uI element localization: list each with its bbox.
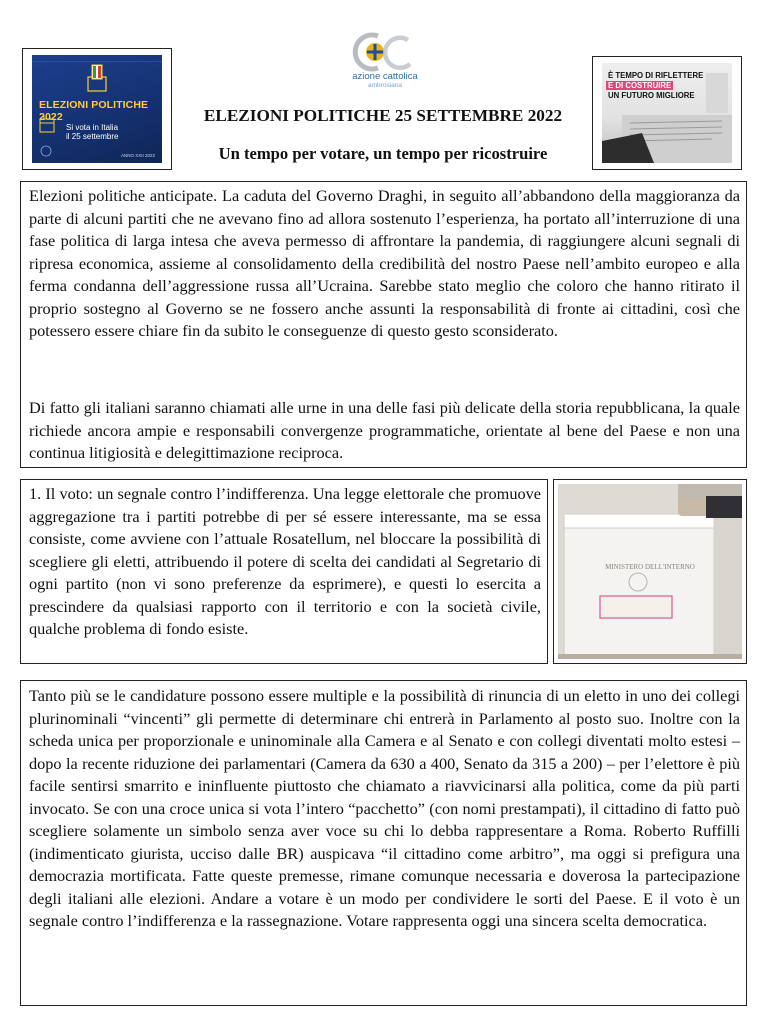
poster-date-line-2: il 25 settembre <box>66 132 119 141</box>
logo-text-line-2: ambrosiana <box>368 82 402 89</box>
ballot-box-photo-frame <box>553 479 747 664</box>
campaign-banner-frame <box>592 56 742 170</box>
page-subtitle: Un tempo per votare, un tempo per ricostruire <box>218 144 548 163</box>
analysis-section <box>20 680 747 1006</box>
intro-paragraph-2: Di fatto gli italiani saranno chiamati alle urne in una delle fasi più delicate della storia repubblicana, la quale richiede ancora ampie e responsabili convergenze programmatiche, orientate al bene del Paese e non una continua litigiosità e delegittimazione reciproca. <box>29 398 740 462</box>
analysis-paragraph: Tanto più se le candidature possono essere multiple e la possibilità di rinuncia di un eletto in uno dei collegi plurinominali “vincenti” gli permette di determinare chi entrerà in Parlamento al posto suo. Inoltre con la scheda unica per proporzionale e uninominale alla Camera e al Senato e con collegi diventati molto estesi – dopo la recente riduzione dei parlamentari (Camera da 630 a 400, Senato da 315 a 200) – per l’elettore è più facile sentirsi smarrito e ininfluente piuttosto che chiamato a riavvicinarsi alla politica, come da più parti invocato. Se con una croce unica si vota l’intero “pacchetto” (con nomi prestampati), il cittadino di fatto può scegliere solamente un simbolo senza aver voce su chi lo debba rappresentare a Roma. Roberto Ruffilli (indimenticato giurista, ucciso dalle BR) auspicava “il cittadino come arbitro”, ma oggi si prefigura una democrazia mortificata. Fatte queste premesse, rimane comunque necessaria e doverosa la partecipazione degli italiani alle elezioni. Andare a votare è un modo per condividere le sorti del Paese. E il voto è un segnale contro l’indifferenza e la rassegnazione. Votare rappresenta oggi una sincera scelta democratica. <box>29 686 740 930</box>
ballot-box-label: MINISTERO DELL'INTERNO <box>605 563 695 571</box>
banner-line-1: È TEMPO DI RIFLETTERE <box>608 71 704 80</box>
intro-paragraph-1: Elezioni politiche anticipate. La caduta del Governo Draghi, in seguito all’abbandono della maggioranza da parte di alcuni partiti che ne avevano fino ad allora sostenuto l’esperienza, ha portato all’interruzione di una fase politica di larga intesa che aveva permesso di affrontare la pandemia, di raggiungere alcuni segnali di ripresa economica, assieme al consolidamento della credibilità del nostro Paese nell’ambito europeo e alla ferma condanna dell’aggressione russa all’Ucraina. Sarebbe stato meglio che coloro che hanno ritirato il proprio sostegno al Governo se ne fossero anche assunti la responsabilità di fronte ai cittadini, così che potessero essere chiare fin da subito le conseguenze di questo gesto sconsiderato. <box>29 186 740 340</box>
banner-line-3: UN FUTURO MIGLIORE <box>608 91 695 100</box>
election-poster-frame <box>22 48 172 170</box>
logo-mark-icon <box>340 32 430 72</box>
campaign-banner-image <box>602 63 732 163</box>
vote-paragraph: 1. Il voto: un segnale contro l’indifferenza. Una legge elettorale che promuove aggregazione tra i partiti potrebbe di per sé essere interessante, ma se essa consiste, come avviene con l’attuale Rosatellum, nel bloccare la possibilità di scegliere gli eletti, attribuendo il potere di scelta dei candidati al Segretario di ogni partito (non vi sono preferenze da esprimere), e questi lo esercita a prescindere da qualsiasi rapporto con il territorio e con la società civile, qualche problema di fondo esiste. <box>29 484 541 638</box>
intro-section <box>20 181 747 468</box>
ballot-box-photo <box>558 484 742 659</box>
banner-line-2: E DI COSTRUIRE <box>608 81 672 90</box>
page-title: ELEZIONI POLITICHE 25 SETTEMBRE 2022 <box>203 106 563 125</box>
election-poster-image <box>32 55 162 163</box>
azione-cattolica-logo <box>340 32 430 94</box>
vote-section <box>20 479 548 664</box>
poster-date-line-1: Si vota in Italia <box>66 123 119 132</box>
logo-text-line-1: azione cattolica <box>352 71 418 82</box>
poster-footer: ANNO XXII 2022 <box>120 153 155 158</box>
poster-title: ELEZIONI POLITICHE 2022 <box>39 99 149 123</box>
